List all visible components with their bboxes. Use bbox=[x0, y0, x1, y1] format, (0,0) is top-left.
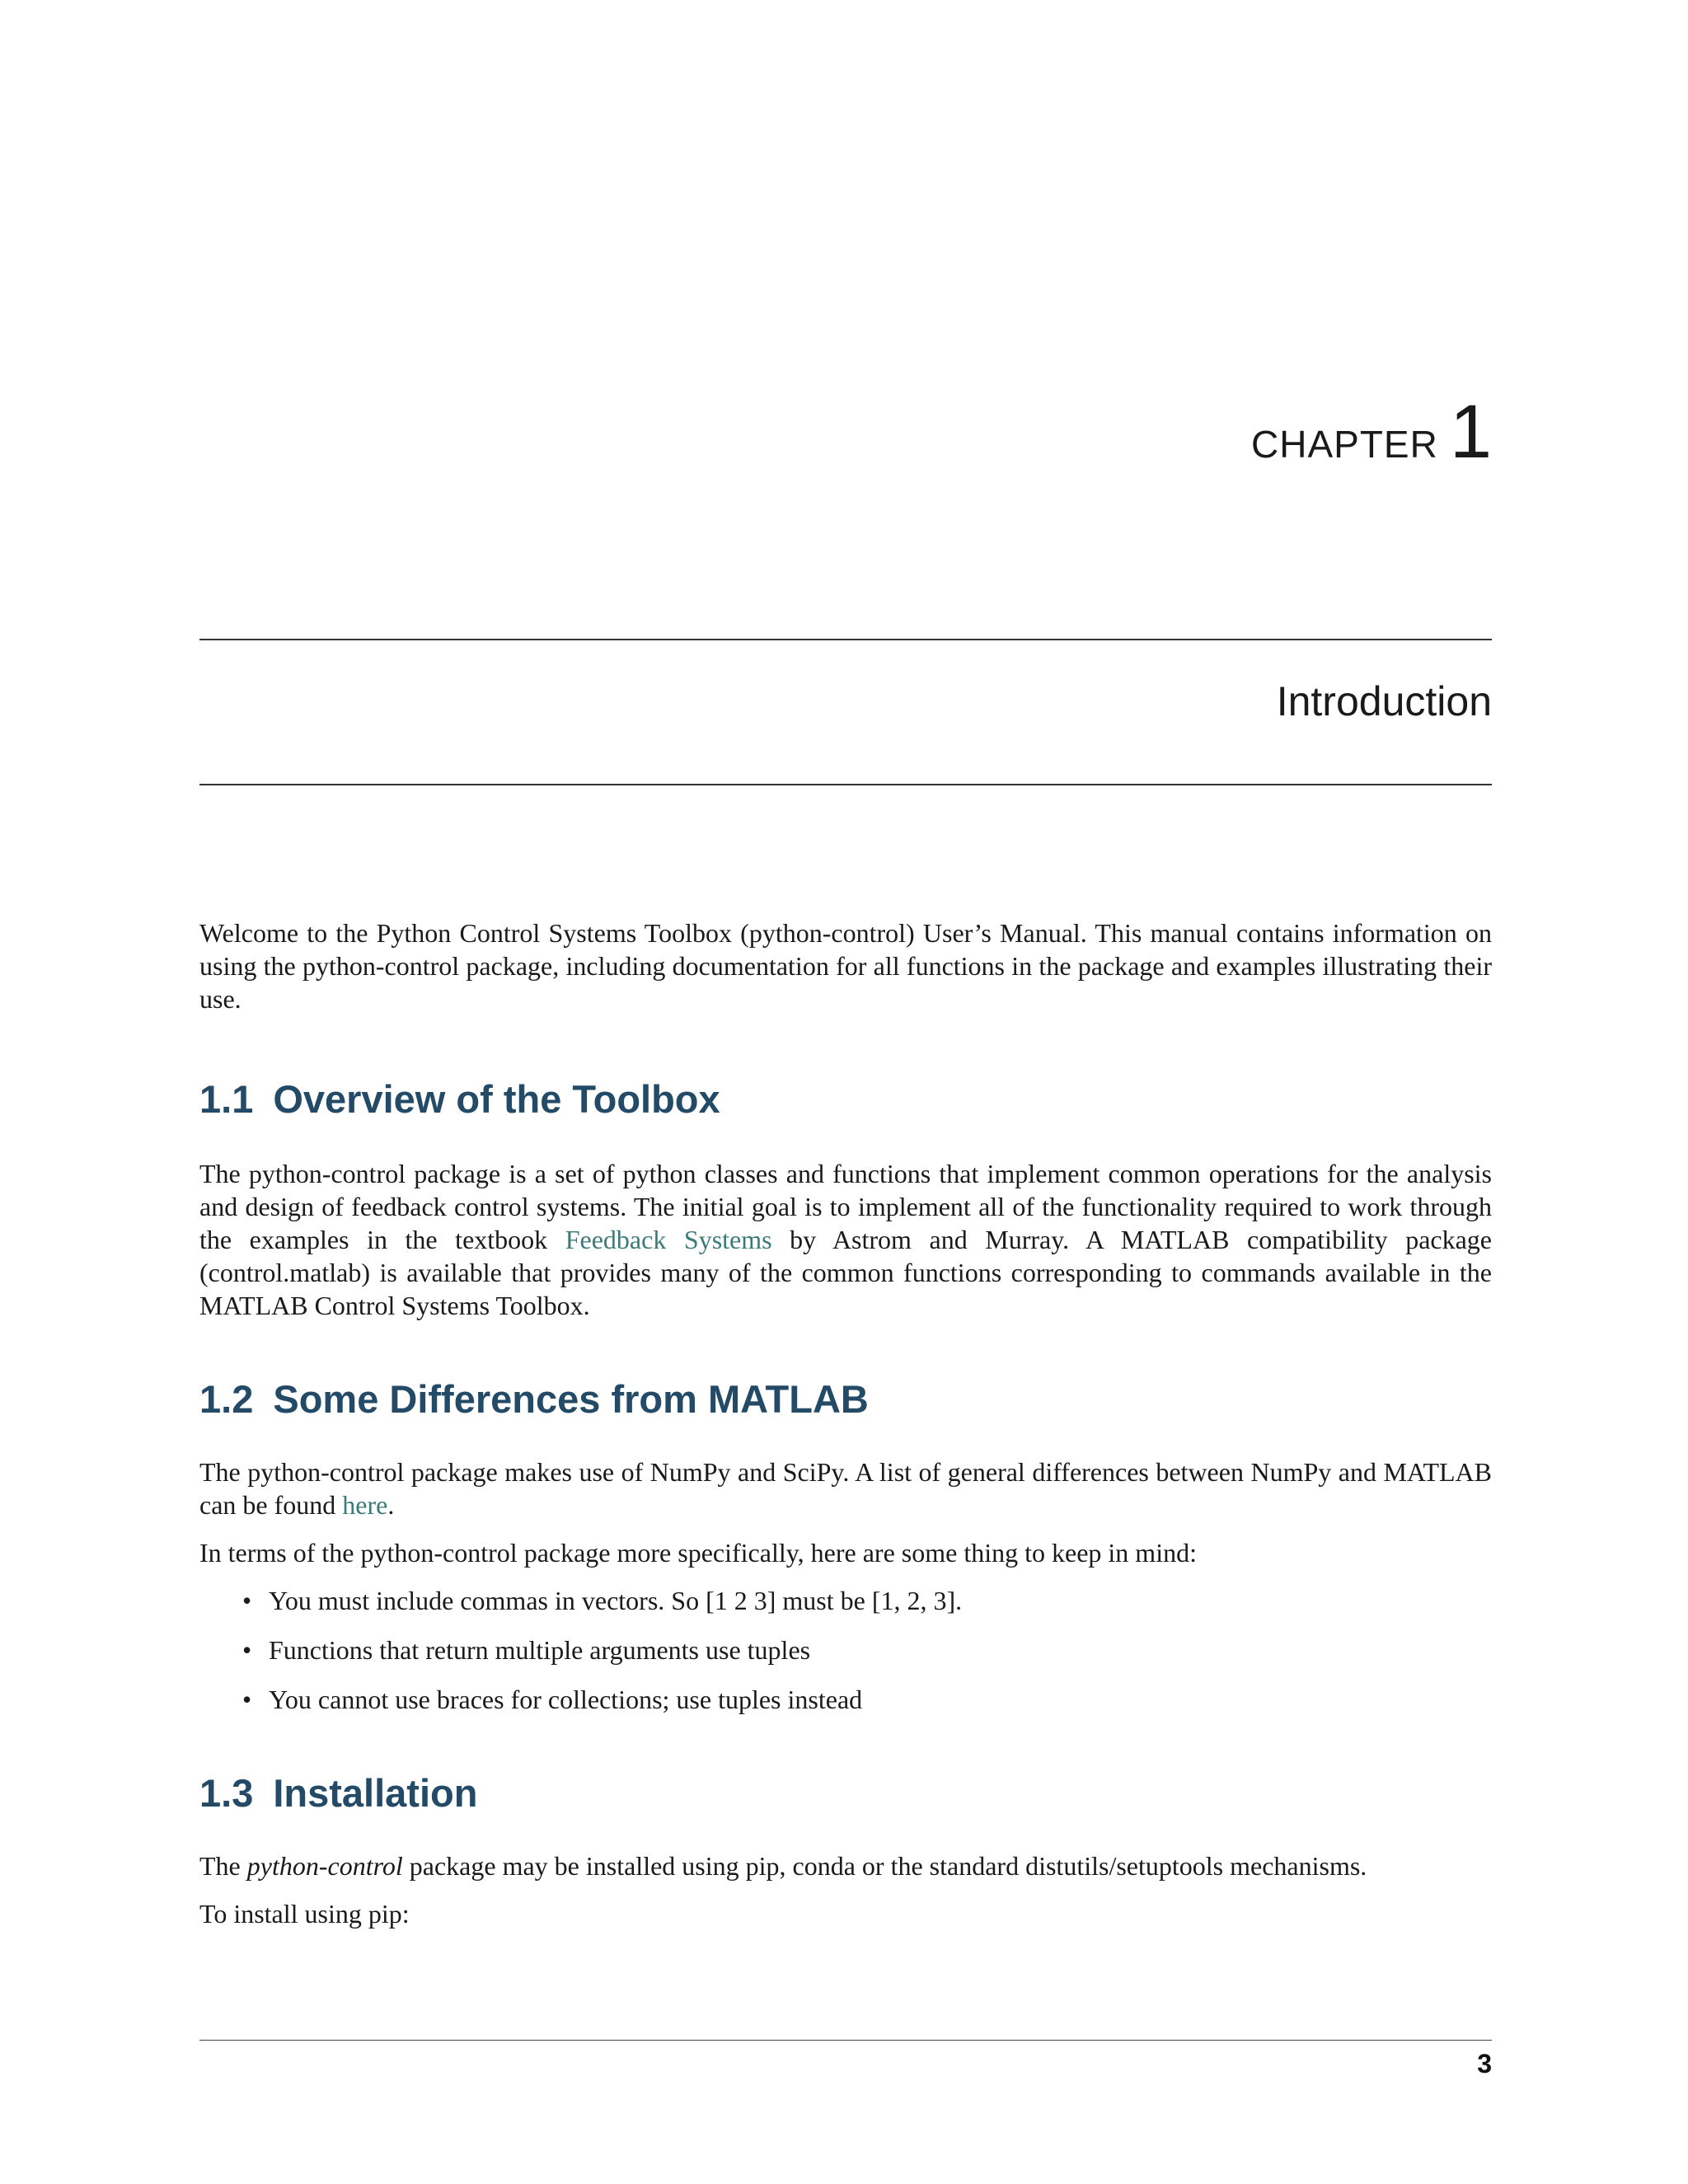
overview-paragraph bbox=[199, 1157, 1492, 1322]
chapter-title: Introduction bbox=[1276, 678, 1492, 724]
chapter-label bbox=[1251, 390, 1492, 474]
bullet-icon: • bbox=[242, 1635, 252, 1665]
intro-paragraph: Welcome to the Python Control Systems Toolbox (python-control) User’s Manual. This manual contains information on using the python-control package, including documentation for all functions in the package and examples illustrating their use. bbox=[199, 918, 1492, 1014]
differences-list bbox=[199, 1584, 1492, 1716]
section-heading-differences bbox=[199, 1376, 1492, 1422]
differences-intro-list-paragraph: In terms of the python-control package more specifically, here are some thing to keep in mind: bbox=[199, 1538, 1197, 1568]
list-item-text: Functions that return multiple arguments use tuples bbox=[269, 1635, 811, 1665]
overview-text-start: The python-control package is a set of python classes and functions that implement common operations for the analysis and design of feedback control systems. The initial goal is to implement all of the functionality required to work through the examples in the textbook bbox=[199, 1159, 1492, 1254]
differences-text-end: . bbox=[387, 1490, 395, 1520]
list-item bbox=[242, 1633, 1492, 1666]
list-item bbox=[242, 1584, 1492, 1617]
section-title: Overview of the Toolbox bbox=[273, 1077, 720, 1121]
differences-text-start: The python-control package makes use of NumPy and SciPy. A list of general differences between NumPy and MATLAB can be found bbox=[199, 1457, 1492, 1520]
chapter-title-top-rule bbox=[199, 639, 1492, 640]
chapter-title-bottom-rule bbox=[199, 784, 1492, 785]
section-title: Installation bbox=[273, 1771, 478, 1815]
section-number: 1.2 bbox=[199, 1377, 254, 1421]
section-title: Some Differences from MATLAB bbox=[273, 1377, 869, 1421]
chapter-number: 1 bbox=[1449, 390, 1492, 474]
section-heading-overview bbox=[199, 1076, 1492, 1122]
section-number: 1.1 bbox=[199, 1077, 254, 1121]
bullet-icon: • bbox=[242, 1685, 252, 1714]
installation-text-end: package may be installed using pip, conda or the standard distutils/setuptools mechanisms. bbox=[402, 1851, 1367, 1881]
installation-text-start: The bbox=[199, 1851, 247, 1881]
page-number: 3 bbox=[1477, 2049, 1492, 2079]
chapter-word: CHAPTER bbox=[1251, 423, 1438, 466]
differences-paragraph bbox=[199, 1455, 1492, 1521]
section-heading-installation bbox=[199, 1770, 1492, 1816]
list-item bbox=[242, 1683, 1492, 1716]
overview-text-end: by Astrom and Murray. A MATLAB compatibility package (control.matlab) is available that provides many of the common functions corresponding to commands available in the MATLAB Control Systems Toolbox. bbox=[199, 1225, 1492, 1320]
section-number: 1.3 bbox=[199, 1771, 254, 1815]
package-name-emphasis: python-control bbox=[246, 1851, 403, 1881]
footer-rule bbox=[199, 2040, 1492, 2041]
list-item-text: You cannot use braces for collections; use tuples instead bbox=[269, 1685, 863, 1714]
feedback-systems-link[interactable]: Feedback Systems bbox=[565, 1225, 772, 1254]
install-pip-paragraph: To install using pip: bbox=[199, 1899, 410, 1929]
installation-paragraph bbox=[199, 1849, 1492, 1882]
list-item-text: You must include commas in vectors. So [1 2 3] must be [1, 2, 3]. bbox=[269, 1586, 963, 1615]
here-link[interactable]: here bbox=[342, 1490, 388, 1520]
bullet-icon: • bbox=[242, 1586, 252, 1615]
chapter-content bbox=[199, 916, 1492, 1945]
